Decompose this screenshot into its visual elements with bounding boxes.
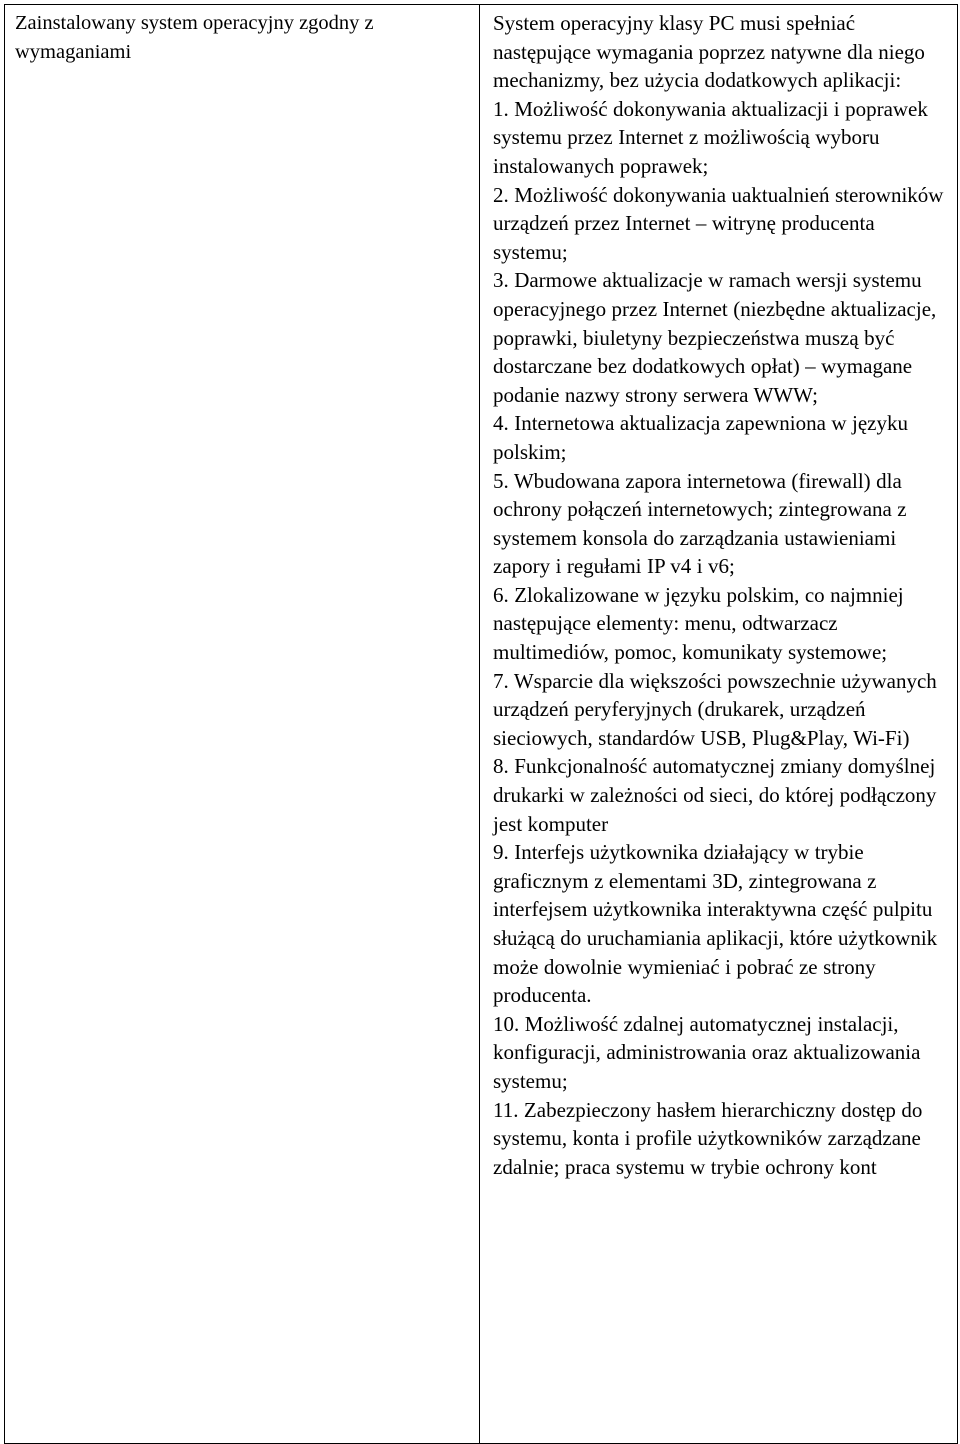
- requirement-description-cell: [480, 5, 958, 1444]
- requirement-item-3: 3. Darmowe aktualizacje w ramach wersji systemu operacyjnego przez Internet (niezbędne aktualizacje, poprawki, biuletyny bezpieczeństwa muszą być dostarczane bez dodatkowych opłat) – wymagane podanie nazwy strony serwera WWW;: [493, 268, 937, 407]
- requirements-table: [4, 4, 958, 1444]
- requirement-name: Zainstalowany system operacyjny zgodny z wymaganiami: [15, 12, 374, 63]
- requirement-item-9: 9. Interfejs użytkownika działający w trybie graficznym z elementami 3D, zintegrowana z interfejsem użytkownika interaktywna część pulpitu służącą do uruchamiania aplikacji, które użytkownik może dowolnie wymieniać i pobrać ze strony producenta.: [493, 840, 938, 1008]
- requirement-item-2: 2. Możliwość dokonywania uaktualnień sterowników urządzeń przez Internet – witrynę producenta systemu;: [493, 182, 944, 264]
- requirement-description: [480, 5, 957, 1181]
- requirement-item-4: 4. Internetowa aktualizacja zapewniona w języku polskim;: [493, 411, 908, 464]
- requirement-item-7: 7. Wsparcie dla większości powszechnie używanych urządzeń peryferyjnych (drukarek, urządzeń sieciowych, standardów USB, Plug&Play, Wi-Fi): [493, 668, 937, 750]
- requirements-intro: System operacyjny klasy PC musi spełniać następujące wymagania poprzez natywne dla niego mechanizmy, bez użycia dodatkowych aplikacji:: [493, 11, 925, 93]
- table-row: [5, 5, 958, 1444]
- requirement-item-5: 5. Wbudowana zapora internetowa (firewall) dla ochrony połączeń internetowych; zintegrowana z systemem konsola do zarządzania ustawieniami zapory i regułami IP v4 i v6;: [493, 468, 907, 579]
- requirement-item-10: 10. Możliwość zdalnej automatycznej instalacji, konfiguracji, administrowania oraz aktualizowania systemu;: [493, 1011, 921, 1093]
- requirement-item-1: 1. Możliwość dokonywania aktualizacji i poprawek systemu przez Internet z możliwością wyboru instalowanych poprawek;: [493, 96, 928, 178]
- requirement-item-6: 6. Zlokalizowane w języku polskim, co najmniej następujące elementy: menu, odtwarzacz multimediów, pomoc, komunikaty systemowe;: [493, 582, 904, 665]
- requirement-item-8: 8. Funkcjonalność automatycznej zmiany domyślnej drukarki w zależności od sieci, do której podłączony jest komputer: [493, 754, 937, 836]
- requirement-item-11: 11. Zabezpieczony hasłem hierarchiczny dostęp do systemu, konta i profile użytkowników zarządzane zdalnie; praca systemu w trybie ochrony kont: [493, 1097, 923, 1179]
- requirement-name-cell: [5, 5, 480, 1444]
